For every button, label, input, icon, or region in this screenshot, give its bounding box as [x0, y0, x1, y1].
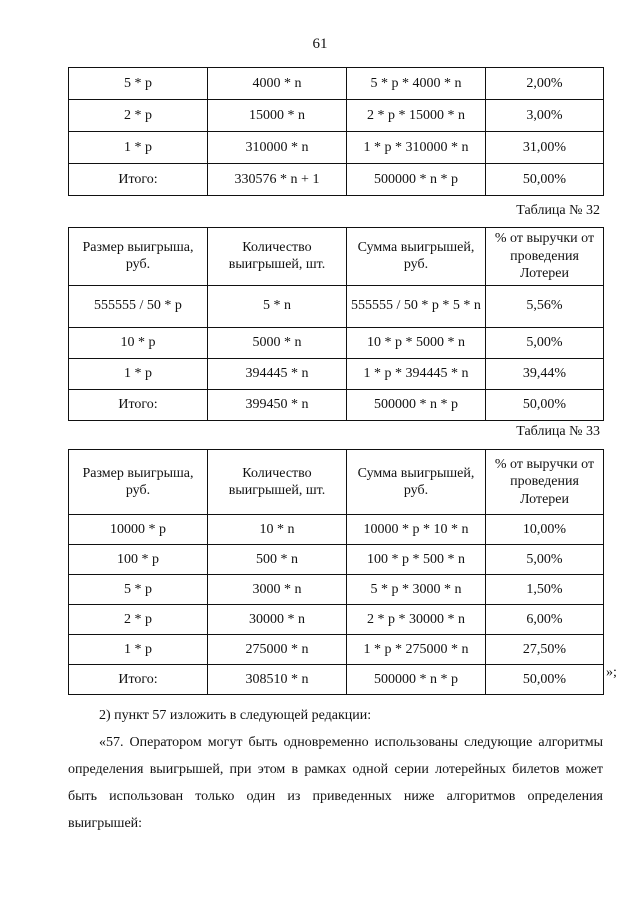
table-cell: 5,00% — [486, 545, 604, 575]
table-cell: 5 * p * 4000 * n — [347, 68, 486, 100]
table-cell: 5,00% — [486, 327, 604, 358]
table-cell: 10 * p * 5000 * n — [347, 327, 486, 358]
table-row — [69, 285, 604, 327]
table-cell: 1 * p — [69, 635, 208, 665]
table-cell: Итого: — [69, 164, 208, 196]
table-cell: 394445 * n — [208, 358, 347, 389]
header-prize-count: Количество выигрышей, шт. — [208, 450, 347, 515]
table-cell: 399450 * n — [208, 389, 347, 420]
table-cell: 1 * p — [69, 358, 208, 389]
table-cell: 10000 * p * 10 * n — [347, 515, 486, 545]
header-prize-count: Количество выигрышей, шт. — [208, 228, 347, 286]
table-row — [69, 635, 604, 665]
header-prize-size: Размер выигрыша, руб. — [69, 228, 208, 286]
table-row — [69, 132, 604, 164]
table-cell: 5,56% — [486, 285, 604, 327]
table-cell: 50,00% — [486, 665, 604, 695]
table-cell: 2,00% — [486, 68, 604, 100]
table-row — [69, 389, 604, 420]
table-cell: 39,44% — [486, 358, 604, 389]
table-row — [69, 575, 604, 605]
table-cell: 100 * p — [69, 545, 208, 575]
table-cell: 308510 * n — [208, 665, 347, 695]
table-cell: 10 * p — [69, 327, 208, 358]
table-cell: 30000 * n — [208, 605, 347, 635]
table-row — [69, 68, 604, 100]
header-revenue-percent: % от выручки от проведения Лотереи — [486, 450, 604, 515]
closing-quote: »; — [606, 665, 617, 680]
table-cell: 100 * p * 500 * n — [347, 545, 486, 575]
table-cell: 2 * p — [69, 100, 208, 132]
table-cell: 5 * p — [69, 68, 208, 100]
table-cell: 27,50% — [486, 635, 604, 665]
table-header-row — [69, 450, 604, 515]
table-cell: 50,00% — [486, 164, 604, 196]
table-row — [69, 515, 604, 545]
table-row — [69, 358, 604, 389]
table-cell: 5 * p * 3000 * n — [347, 575, 486, 605]
item-2-text: 2) пункт 57 изложить в следующей редакции: — [99, 708, 372, 723]
table-33 — [68, 449, 604, 695]
paragraph-57: «57. Оператором могут быть одновременно использованы следующие алгоритмы определения выигрышей, при этом в рамках одной серии лотерейных билетов может быть использован только один из приведенных ниже алгоритмов определения выигрышей: — [68, 735, 603, 831]
header-prize-size: Размер выигрыша, руб. — [69, 450, 208, 515]
page-number: 61 — [312, 36, 328, 52]
table-cell: 555555 / 50 * p — [69, 285, 208, 327]
table-cell: 6,00% — [486, 605, 604, 635]
table-cell: 500000 * n * p — [347, 389, 486, 420]
table-header-row — [69, 228, 604, 286]
table-cell: 2 * p — [69, 605, 208, 635]
table-cell: 330576 * n + 1 — [208, 164, 347, 196]
table-cell: 1 * p * 394445 * n — [347, 358, 486, 389]
table-cell: 500 * n — [208, 545, 347, 575]
header-revenue-percent: % от выручки от проведения Лотереи — [486, 228, 604, 286]
table-cell: 31,00% — [486, 132, 604, 164]
table-cell: 2 * p * 15000 * n — [347, 100, 486, 132]
table-cell: 500000 * n * p — [347, 164, 486, 196]
table-cell: Итого: — [69, 665, 208, 695]
table-row — [69, 327, 604, 358]
table-33-caption: Таблица № 33 — [516, 424, 600, 439]
table-row — [69, 164, 604, 196]
table-cell: 5 * n — [208, 285, 347, 327]
table-cell: 3,00% — [486, 100, 604, 132]
table-cell: 10,00% — [486, 515, 604, 545]
table-continued — [68, 67, 604, 196]
table-cell: 2 * p * 30000 * n — [347, 605, 486, 635]
table-cell: 10 * n — [208, 515, 347, 545]
table-cell: 4000 * n — [208, 68, 347, 100]
table-cell: 1,50% — [486, 575, 604, 605]
table-cell: 5000 * n — [208, 327, 347, 358]
table-row — [69, 545, 604, 575]
header-prize-sum: Сумма выигрышей, руб. — [347, 228, 486, 286]
table-cell: 3000 * n — [208, 575, 347, 605]
table-cell: 5 * p — [69, 575, 208, 605]
table-row — [69, 100, 604, 132]
table-cell: 10000 * p — [69, 515, 208, 545]
table-row — [69, 605, 604, 635]
table-32-caption: Таблица № 32 — [516, 203, 600, 218]
table-32 — [68, 227, 604, 421]
table-cell: 310000 * n — [208, 132, 347, 164]
table-cell: 275000 * n — [208, 635, 347, 665]
table-cell: Итого: — [69, 389, 208, 420]
table-cell: 1 * p * 310000 * n — [347, 132, 486, 164]
table-cell: 555555 / 50 * p * 5 * n — [347, 285, 486, 327]
header-prize-sum: Сумма выигрышей, руб. — [347, 450, 486, 515]
table-row — [69, 665, 604, 695]
table-cell: 1 * p — [69, 132, 208, 164]
table-cell: 1 * p * 275000 * n — [347, 635, 486, 665]
table-cell: 15000 * n — [208, 100, 347, 132]
table-cell: 50,00% — [486, 389, 604, 420]
table-cell: 500000 * n * p — [347, 665, 486, 695]
